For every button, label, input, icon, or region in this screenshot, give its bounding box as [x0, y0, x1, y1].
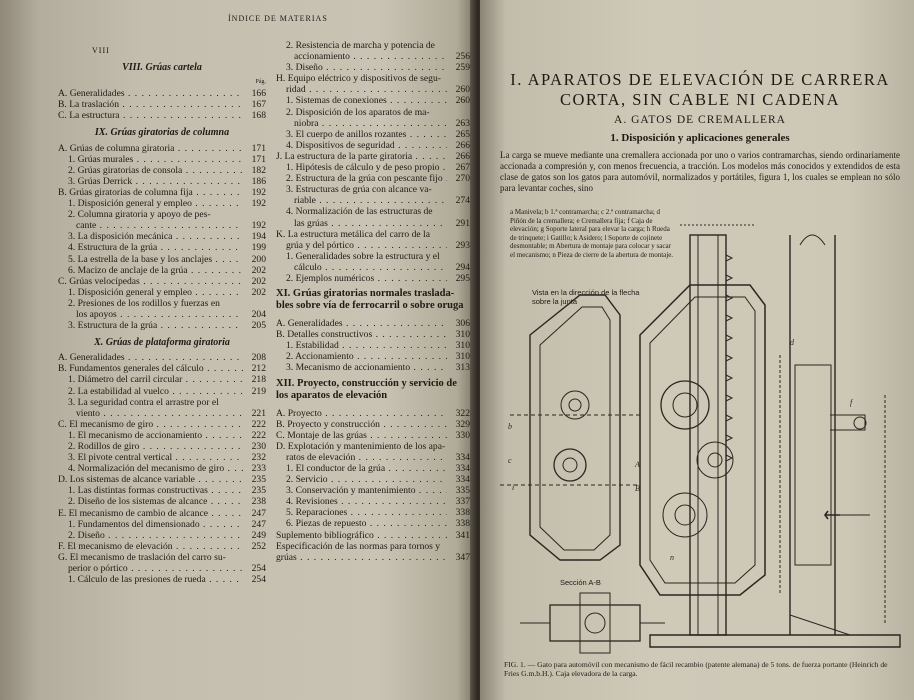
- toc-entry: [276, 62, 470, 73]
- toc-entry: [58, 88, 266, 99]
- toc-entry-page: 202: [251, 275, 266, 287]
- toc-entry: [58, 254, 266, 265]
- toc-entry-page: 330: [455, 429, 470, 441]
- toc-entry: [276, 240, 470, 251]
- toc-entry: [276, 463, 470, 474]
- toc-entry-title: 2. Rodillos de giro . . .: [68, 441, 243, 452]
- toc-entry-title: 3. Diseño . . .: [286, 62, 447, 73]
- toc-entry-page: 263: [455, 117, 470, 129]
- toc-entry-page: 335: [455, 485, 470, 497]
- toc-entry-title: 2. Servicio . . .: [286, 474, 447, 485]
- toc-entry: [58, 485, 266, 496]
- toc-entry-page: 347: [455, 551, 470, 563]
- toc-entry-page: 249: [251, 529, 266, 541]
- toc-entry-page: 232: [251, 452, 266, 464]
- toc-entry: [276, 273, 470, 284]
- toc-entry-page: 252: [251, 540, 266, 552]
- toc-entry-title: 2. Estructura de la grúa con pescante fijo . . .: [286, 173, 447, 184]
- toc-entry: [58, 265, 266, 276]
- subsection-title: 1. Disposición y aplicaciones generales: [610, 132, 790, 144]
- toc-entry-page: 259: [455, 62, 470, 74]
- toc-entry: [58, 309, 266, 320]
- toc-entry-title: 4. Estructura de la grúa . . .: [68, 242, 243, 253]
- toc-entry-title: B. Fundamentos generales del cálculo . . .: [58, 363, 243, 374]
- page-label: Pág.: [255, 79, 266, 86]
- toc-entry-page: 171: [251, 142, 266, 154]
- toc-entry-title: H. Equipo eléctrico y dispositivos de segu-: [276, 73, 441, 85]
- toc-entry-page: 192: [251, 220, 266, 232]
- toc-entry-title: 1. Diámetro del carril circular . . .: [68, 374, 243, 385]
- toc-entry: [58, 352, 266, 363]
- toc-entry-page: 208: [251, 352, 266, 364]
- chapter-header: [500, 70, 900, 194]
- svg-text:i: i: [512, 483, 515, 492]
- toc-entry-page: 329: [455, 418, 470, 430]
- toc-entry-title: 4. Normalización del mecanismo de giro . . .: [68, 463, 243, 474]
- toc-entry-title: 1. Sistemas de conexiones . . .: [286, 95, 447, 106]
- toc-entry-page: 310: [455, 329, 470, 341]
- toc-entry-title: D. Explotación y mantenimiento de los apa-: [276, 440, 446, 452]
- toc-entry-page: 218: [251, 374, 266, 386]
- toc-entry-title: grúa y del pórtico . . .: [286, 240, 447, 251]
- toc-entry-title: 2. Diseño . . .: [68, 530, 243, 541]
- toc-entry-title: cálculo . . .: [294, 262, 447, 273]
- toc-entry: [276, 552, 470, 563]
- toc-entry-title: 2. Resistencia de marcha y potencia de: [286, 40, 435, 51]
- toc-entry-page: 295: [455, 272, 470, 284]
- toc-entry-title: F. El mecanismo de elevación . . .: [58, 541, 243, 552]
- toc-entry-title: 1. Hipótesis de cálculo y de peso propio . . .: [286, 162, 447, 173]
- toc-entry: [58, 198, 266, 209]
- toc-entry-title: 2. Ejemplos numéricos . . .: [286, 273, 447, 284]
- toc-entry-title: 2. Accionamiento . . .: [286, 351, 447, 362]
- toc-entry: [58, 320, 266, 331]
- toc-entry-title: A. Generalidades . . .: [58, 352, 243, 363]
- toc-entry-title: 6. Macizo de anclaje de la grúa . . .: [68, 265, 243, 276]
- toc-entry: [58, 441, 266, 452]
- toc-entry-title: 3. La seguridad contra el arrastre por el: [68, 396, 219, 408]
- toc-entry-title: B. Proyecto y construcción . . .: [276, 419, 447, 430]
- toc-entry: [276, 318, 470, 329]
- toc-entry-page: 182: [251, 164, 266, 176]
- toc-entry: [58, 541, 266, 552]
- toc-entry: [276, 73, 470, 84]
- toc-entry-title: 2. Columna giratoria y apoyo de pes-: [68, 209, 211, 221]
- toc-entry-page: 230: [251, 441, 266, 452]
- toc-entry: [276, 95, 470, 106]
- toc-entry: [276, 118, 470, 129]
- toc-entry: [276, 419, 470, 430]
- toc-entry-page: 291: [455, 217, 470, 229]
- toc-entry: [276, 218, 470, 229]
- toc-entry: [276, 362, 470, 373]
- toc-entry: [58, 154, 266, 165]
- svg-text:f: f: [850, 398, 853, 407]
- toc-entry-title: G. El mecanismo de traslación del carro su-: [58, 551, 226, 563]
- toc-entry-title: 2. Grúas giratorias de consola . . .: [68, 165, 243, 176]
- toc-entry-title: viento . . .: [76, 408, 243, 419]
- toc-entry-title: las grúas . . .: [294, 218, 447, 229]
- toc-entry: [58, 242, 266, 253]
- toc-entry-title: A. Proyecto . . .: [276, 408, 447, 419]
- toc-entry-title: A. Grúas de columna giratoria . . .: [58, 143, 243, 154]
- jack-drawing: [490, 215, 910, 655]
- toc-entry-page: 334: [455, 451, 470, 463]
- toc-entry-page: 265: [455, 128, 470, 140]
- toc-entry: [276, 408, 470, 419]
- toc-entry-title: cante . . .: [76, 220, 243, 231]
- toc-column-1: [58, 56, 266, 585]
- toc-entry-page: 293: [455, 239, 470, 251]
- toc-entry-page: 167: [251, 99, 266, 111]
- toc-entry: [276, 162, 470, 173]
- toc-entry: [58, 552, 266, 563]
- toc-entry-title: 4. Normalización de las estructuras de: [286, 206, 433, 218]
- toc-entry-title: grúas . . .: [276, 552, 447, 563]
- toc-section-heading: XII. Proyecto, construcción y servicio de los aparatos de elevación: [276, 377, 457, 401]
- toc-entry-page: 266: [455, 150, 470, 162]
- toc-entry: [58, 474, 266, 485]
- toc-entry-page: 235: [251, 474, 266, 486]
- toc-entry: [58, 187, 266, 198]
- toc-entry-title: 1. Grúas murales . . .: [68, 154, 243, 165]
- toc-entry: [276, 229, 470, 240]
- toc-entry-page: 322: [455, 407, 470, 419]
- toc-entry-page: 274: [455, 195, 470, 207]
- toc-entry-page: 310: [455, 340, 470, 352]
- toc-entry: [276, 262, 470, 273]
- toc-entry: [276, 507, 470, 518]
- toc-entry: [276, 206, 470, 217]
- toc-entry: [58, 397, 266, 408]
- toc-entry-title: 1. El conductor de la grúa . . .: [286, 463, 447, 474]
- toc-entry: [276, 184, 470, 195]
- toc-entry: [58, 430, 266, 441]
- toc-entry: [276, 496, 470, 507]
- toc-entry-title: niobra . . .: [294, 118, 447, 129]
- toc-entry-page: 247: [251, 518, 266, 530]
- toc-entry: [58, 563, 266, 574]
- toc-entry-title: C. Grúas velocípedas . . .: [58, 276, 243, 287]
- page-number: VIII: [92, 46, 110, 55]
- figure-caption: FIG. 1. — Gato para automóvil con mecanismo de fácil recambio (patente alemana) de 5 tons. de fuerza portante (Heinrich de Fries G.m.b.H.). Caja elevadora de la carga.: [504, 660, 888, 678]
- toc-entry-title: 1. Generalidades sobre la estructura y el: [286, 250, 440, 262]
- toc-section-heading: VIII. Grúas cartela: [122, 62, 202, 73]
- toc-entry-title: K. La estructura metálica del carro de la: [276, 228, 430, 240]
- toc-column-2: [276, 40, 470, 563]
- section-title: A. GATOS DE CREMALLERA: [614, 114, 786, 126]
- toc-entry-title: accionamiento . . .: [294, 51, 447, 62]
- figure-legend: a Manivela; b 1.ª contramarcha; c 2.ª contramarcha; d Piñón de la cremallera; e Cremallera fija; f Caja de elevación; g Soporte lateral para elevar la carga; h Rueda de trinquete; i Gatillo; k Asidero; l Soporte de cojinete desmontable; m Abertura de montaje para colocar y sacar el mecanismo; n Pieza de cierre de la abertura de montaje.: [510, 208, 674, 259]
- toc-entry-page: 202: [251, 264, 266, 276]
- toc-entry-page: 256: [455, 51, 470, 63]
- chapter-title: I. APARATOS DE ELEVACIÓN DE CARRERA CORTA, SIN CABLE NI CADENA: [510, 70, 890, 109]
- toc-entry: [276, 151, 470, 162]
- toc-section-heading: X. Grúas de plataforma giratoria: [94, 337, 230, 349]
- toc-entry-page: 168: [251, 110, 266, 122]
- toc-entry: [58, 408, 266, 419]
- toc-entry: [276, 251, 470, 262]
- toc-entry-title: J. La estructura de la parte giratoria . . .: [276, 151, 447, 162]
- toc-entry: [58, 287, 266, 298]
- running-head: ÍNDICE DE MATERIAS: [228, 14, 328, 23]
- toc-entry-title: D. Los sistemas de alcance variable . . .: [58, 474, 243, 485]
- toc-entry: [58, 231, 266, 242]
- toc-entry: [58, 165, 266, 176]
- toc-entry-title: Suplemento bibliográfico . . .: [276, 530, 447, 541]
- toc-entry: [58, 298, 266, 309]
- toc-entry-title: C. Montaje de las grúas . . .: [276, 430, 447, 441]
- toc-entry-title: 1. Estabilidad . . .: [286, 340, 447, 351]
- toc-entry-title: B. La traslación . . .: [58, 99, 243, 110]
- toc-entry-title: 2. La estabilidad al vuelco . . .: [68, 386, 243, 397]
- right-page: [480, 0, 914, 700]
- toc-entry: [58, 374, 266, 385]
- toc-entry-page: 171: [251, 153, 266, 165]
- toc-entry-title: 2. Disposición de los aparatos de ma-: [286, 106, 430, 118]
- toc-entry: [58, 574, 266, 585]
- toc-entry-page: 260: [455, 84, 470, 96]
- toc-entry-title: 3. Grúas Derrick . . .: [68, 176, 243, 187]
- toc-entry-page: 194: [251, 231, 266, 243]
- toc-entry-page: 192: [251, 186, 266, 198]
- toc-entry-page: 270: [455, 173, 470, 185]
- toc-entry: [58, 99, 266, 110]
- toc-entry: [276, 40, 470, 51]
- toc-entry: [58, 220, 266, 231]
- toc-entry: [276, 530, 470, 541]
- toc-entry-title: los apoyos . . .: [76, 309, 243, 320]
- toc-entry-page: 212: [251, 363, 266, 375]
- toc-entry-title: 3. Estructuras de grúa con alcance va-: [286, 184, 432, 196]
- toc-entry-page: 266: [455, 139, 470, 151]
- toc-entry: [276, 329, 470, 340]
- figure-note: Vista en la dirección de la flecha sobre la junta: [532, 288, 640, 306]
- toc-entry-title: B. Detalles constructivos . . .: [276, 329, 447, 340]
- toc-entry-title: 3. La disposición mecánica . . .: [68, 231, 243, 242]
- toc-entry-title: A. Generalidades . . .: [276, 318, 447, 329]
- toc-entry-title: 3. El cuerpo de anillos rozantes . . .: [286, 129, 447, 140]
- toc-entry-page: 294: [455, 261, 470, 273]
- toc-entry: [58, 508, 266, 519]
- toc-entry-title: A. Generalidades . . .: [58, 88, 243, 99]
- svg-text:c: c: [508, 456, 512, 465]
- toc-entry-page: 192: [251, 198, 266, 210]
- toc-entry: [276, 485, 470, 496]
- toc-entry: [58, 209, 266, 220]
- toc-entry-title: 2. Presiones de los rodillos y fuerzas en: [68, 297, 220, 309]
- toc-entry-page: 338: [455, 518, 470, 530]
- toc-entry: [276, 430, 470, 441]
- toc-entry: [276, 140, 470, 151]
- toc-entry-title: 3. El pivote central vertical . . .: [68, 452, 243, 463]
- svg-text:B: B: [635, 484, 640, 493]
- toc-entry-page: 235: [251, 485, 266, 497]
- toc-entry: [58, 386, 266, 397]
- toc-entry-title: 3. Estructura de la grúa . . .: [68, 320, 243, 331]
- toc-entry-title: riable . . .: [294, 195, 447, 206]
- toc-entry-title: C. El mecanismo de giro . . .: [58, 419, 243, 430]
- toc-entry-title: 4. Revisiones . . .: [286, 496, 447, 507]
- toc-entry: [276, 51, 470, 62]
- toc-entry-title: 1. Disposición general y empleo . . .: [68, 198, 243, 209]
- toc-entry: [276, 195, 470, 206]
- toc-entry: [58, 496, 266, 507]
- toc-entry: [58, 419, 266, 430]
- toc-entry-title: 4. Dispositivos de seguridad . . .: [286, 140, 447, 151]
- toc-entry-page: 200: [251, 253, 266, 265]
- toc-entry-title: C. La estructura . . .: [58, 110, 243, 121]
- toc-entry-title: 1. Cálculo de las presiones de rueda . . .: [68, 574, 243, 585]
- toc-entry-page: 338: [455, 507, 470, 519]
- toc-entry-title: ridad . . .: [286, 84, 447, 95]
- body-text: La carga se mueve mediante una cremallera accionada por uno o varios contramarchas, siendo ordinariamente accionada a compresión y, con menos frecuencia, a tracción. Los modelos más conocidos y extendidos de esta clase de gatos son los gatos para automóvil, normalizados y portátiles, figura 1, los cuales se emplean no sólo para levantar coches, sino: [500, 150, 900, 193]
- toc-entry: [276, 474, 470, 485]
- toc-entry-title: 1. Disposición general y empleo . . .: [68, 287, 243, 298]
- toc-entry: [58, 519, 266, 530]
- svg-text:A: A: [635, 460, 640, 469]
- toc-section-heading: XI. Grúas giratorias normales traslada-bles sobre vía de ferrocarril o sobre oruga: [276, 288, 464, 312]
- toc-entry: [58, 363, 266, 374]
- toc-entry: [58, 276, 266, 287]
- svg-text:n: n: [670, 553, 674, 562]
- toc-entry: [58, 110, 266, 121]
- toc-entry-page: 199: [251, 242, 266, 254]
- toc-entry: [58, 143, 266, 154]
- toc-entry-page: 238: [251, 496, 266, 508]
- toc-entry-page: 341: [455, 529, 470, 541]
- toc-entry-title: 5. La estrella de la base y los anclajes . . .: [68, 254, 243, 265]
- toc-entry-page: 205: [251, 320, 266, 332]
- toc-entry-page: 260: [455, 95, 470, 107]
- toc-entry-title: 1. Fundamentos del dimensionado . . .: [68, 519, 243, 530]
- toc-entry-page: 247: [251, 507, 266, 519]
- toc-entry-page: 233: [251, 463, 266, 475]
- toc-entry-page: 219: [251, 385, 266, 397]
- toc-entry-title: 3. Mecanismo de accionamiento . . .: [286, 362, 447, 373]
- toc-entry: [58, 463, 266, 474]
- toc-entry: [276, 441, 470, 452]
- toc-entry: [276, 452, 470, 463]
- toc-entry-page: 204: [251, 308, 266, 320]
- toc-entry-page: 221: [251, 407, 266, 419]
- toc-entry-page: 186: [251, 175, 266, 187]
- svg-text:d: d: [790, 338, 794, 347]
- toc-entry: [58, 530, 266, 541]
- toc-entry-page: 222: [251, 429, 266, 441]
- toc-entry-title: perior o pórtico . . .: [68, 563, 243, 574]
- toc-entry-page: 310: [455, 351, 470, 363]
- toc-entry-page: 254: [251, 563, 266, 575]
- toc-entry-title: 6. Piezas de repuesto . . .: [286, 518, 447, 529]
- toc-entry: [276, 129, 470, 140]
- toc-entry: [276, 84, 470, 95]
- toc-entry-title: B. Grúas giratorias de columna fija . . .: [58, 187, 243, 198]
- toc-entry-title: 1. Las distintas formas constructivas . . .: [68, 485, 243, 496]
- toc-entry-title: ratos de elevación . . .: [286, 452, 447, 463]
- toc-entry-page: 254: [251, 574, 266, 586]
- toc-entry-title: 2. Diseño de los sistemas de alcance . . .: [68, 496, 243, 507]
- toc-entry: [276, 107, 470, 118]
- toc-entry-page: 202: [251, 286, 266, 298]
- toc-entry: [58, 452, 266, 463]
- toc-entry-title: 1. El mecanismo de accionamiento . . .: [68, 430, 243, 441]
- toc-section-heading: IX. Grúas giratorias de columna: [94, 127, 230, 139]
- toc-entry-page: 306: [455, 318, 470, 330]
- toc-entry-title: E. El mecanismo de cambio de alcance . . .: [58, 508, 243, 519]
- toc-entry-page: 334: [455, 463, 470, 474]
- toc-entry: [276, 340, 470, 351]
- toc-entry-page: 337: [455, 496, 470, 508]
- svg-text:b: b: [508, 422, 512, 431]
- toc-entry-page: 267: [455, 162, 470, 174]
- toc-entry-page: 334: [455, 474, 470, 486]
- toc-entry-title: 5. Reparaciones . . .: [286, 507, 447, 518]
- toc-entry: [276, 518, 470, 529]
- toc-entry-page: 313: [455, 362, 470, 374]
- toc-entry: [58, 176, 266, 187]
- section-ab-label: Sección A-B: [560, 578, 601, 587]
- toc-entry-title: 3. Conservación y mantenimiento . . .: [286, 485, 447, 496]
- toc-entry: [276, 351, 470, 362]
- toc-entry-page: 222: [251, 418, 266, 430]
- toc-entry-title: Especificación de las normas para tornos y: [276, 540, 441, 552]
- toc-entry-page: 166: [251, 88, 266, 100]
- toc-entry: [276, 541, 470, 552]
- toc-entry: [276, 173, 470, 184]
